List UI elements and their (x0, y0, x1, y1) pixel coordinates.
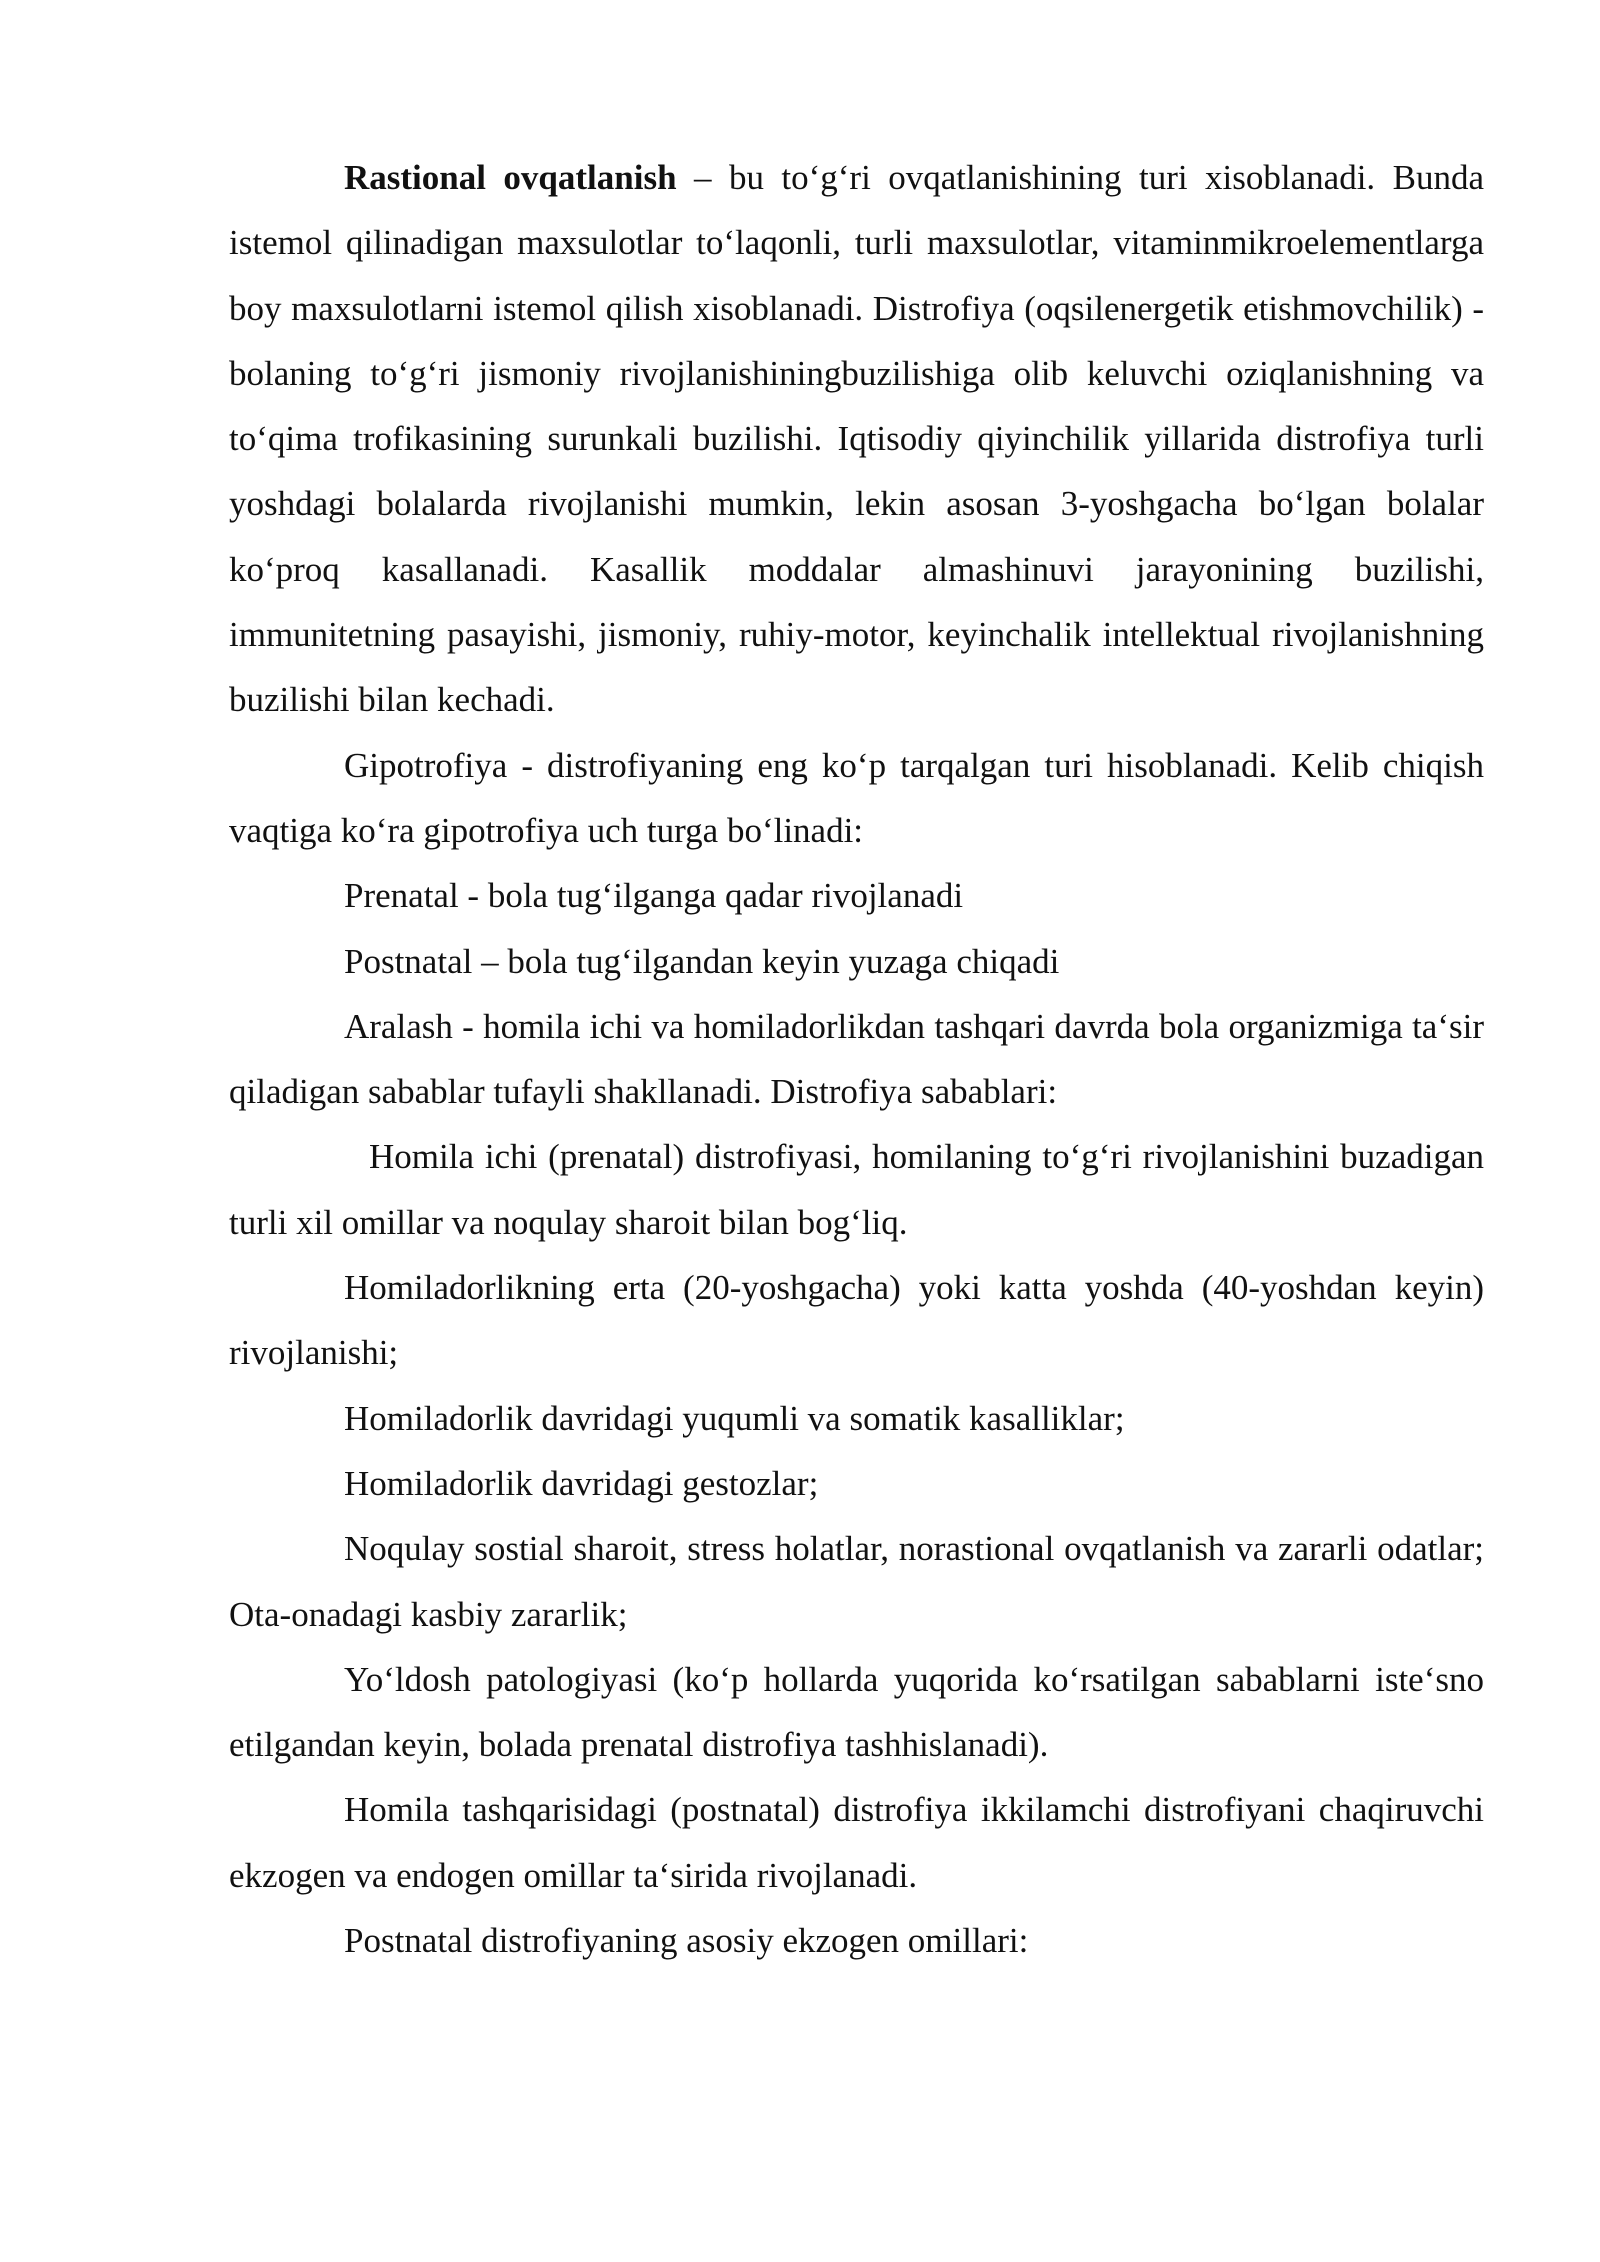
list-item-pregnancy-age: Homiladorlikning erta (20-yoshgacha) yoki katta yoshda (40-yoshdan keyin) rivojlanishi; (229, 1268, 1484, 1373)
term-rational-nutrition: Rastional ovqatlanish (344, 158, 677, 197)
paragraph-rational-nutrition (229, 145, 1484, 733)
list-item-mixed: Aralash - homila ichi va homiladorlikdan tashqari davrda bola organizmiga ta‘sir qiladigan sabablar tufayli shakllanadi. Distrofiya sabablari: (229, 1006, 1484, 1112)
list-item-postnatal: Postnatal – bola tug‘ilgandan keyin yuzaga chiqadi (344, 941, 1060, 981)
list-item-gestosis: Homiladorlik davridagi gestozlar; (344, 1463, 819, 1503)
list-item-social-conditions: Noqulay sostial sharoit, stress holatlar, norastional ovqatlanish va zararli odatlar; Ota-onadagi kasbiy zararlik; (229, 1529, 1484, 1634)
list-item-placenta-pathology: Yo‘ldosh patologiyasi (ko‘p hollarda yuqorida ko‘rsatilgan sabablarni iste‘sno etilgandan keyin, bolada prenatal distrofiya tashhislanadi). (229, 1659, 1484, 1765)
document-page (229, 145, 1484, 1973)
paragraph-exogenous-factors: Postnatal distrofiyaning asosiy ekzogen omillari: (344, 1921, 1029, 1961)
list-item-infectious-diseases: Homiladorlik davridagi yuqumli va somatik kasalliklar; (344, 1398, 1125, 1438)
paragraph-prenatal-dystrophy: Homila ichi (prenatal) distrofiyasi, homilaning to‘g‘ri rivojlanishini buzadigan turli xil omillar va noqulay sharoit bilan bog‘liq. (229, 1137, 1484, 1242)
paragraph-postnatal-dystrophy: Homila tashqarisidagi (postnatal) distrofiya ikkilamchi distrofiyani chaqiruvchi ekzogen va endogen omillar ta‘sirida rivojlanadi. (229, 1790, 1484, 1895)
paragraph-hypotrophy: Gipotrofiya - distrofiyaning eng ko‘p tarqalgan turi hisoblanadi. Kelib chiqish vaqtiga ko‘ra gipotrofiya uch turga bo‘linadi: (229, 745, 1484, 850)
list-item-prenatal: Prenatal - bola tug‘ilganga qadar rivojlanadi (344, 876, 964, 916)
paragraph-text: – bu to‘g‘ri ovqatlanishining turi xisoblanadi. Bunda istemol qilinadigan maxsulotlar to‘laqonli, turli maxsulotlar, vitaminmikroelementlarga boy maxsulotlarni istemol qilish xisoblanadi. Distrofiya (oqsilenergetik etishmovchilik) - bolaning to‘g‘ri jismoniy rivojlanishiningbuzilishiga olib keluvchi oziqlanishning va to‘qima trofikasining surunkali buzilishi. Iqtisodiy qiyinchilik yillarida distrofiya turli yoshdagi bolalarda rivojlanishi mumkin, lekin asosan 3-yoshgacha bo‘lgan bolalar ko‘proq kasallanadi. Kasallik moddalar almashinuvi jarayonining buzilishi, immunitetning pasayishi, jismoniy, ruhiy-motor, keyinchalik intellektual rivojlanishning buzilishi bilan kechadi. (229, 158, 1484, 720)
